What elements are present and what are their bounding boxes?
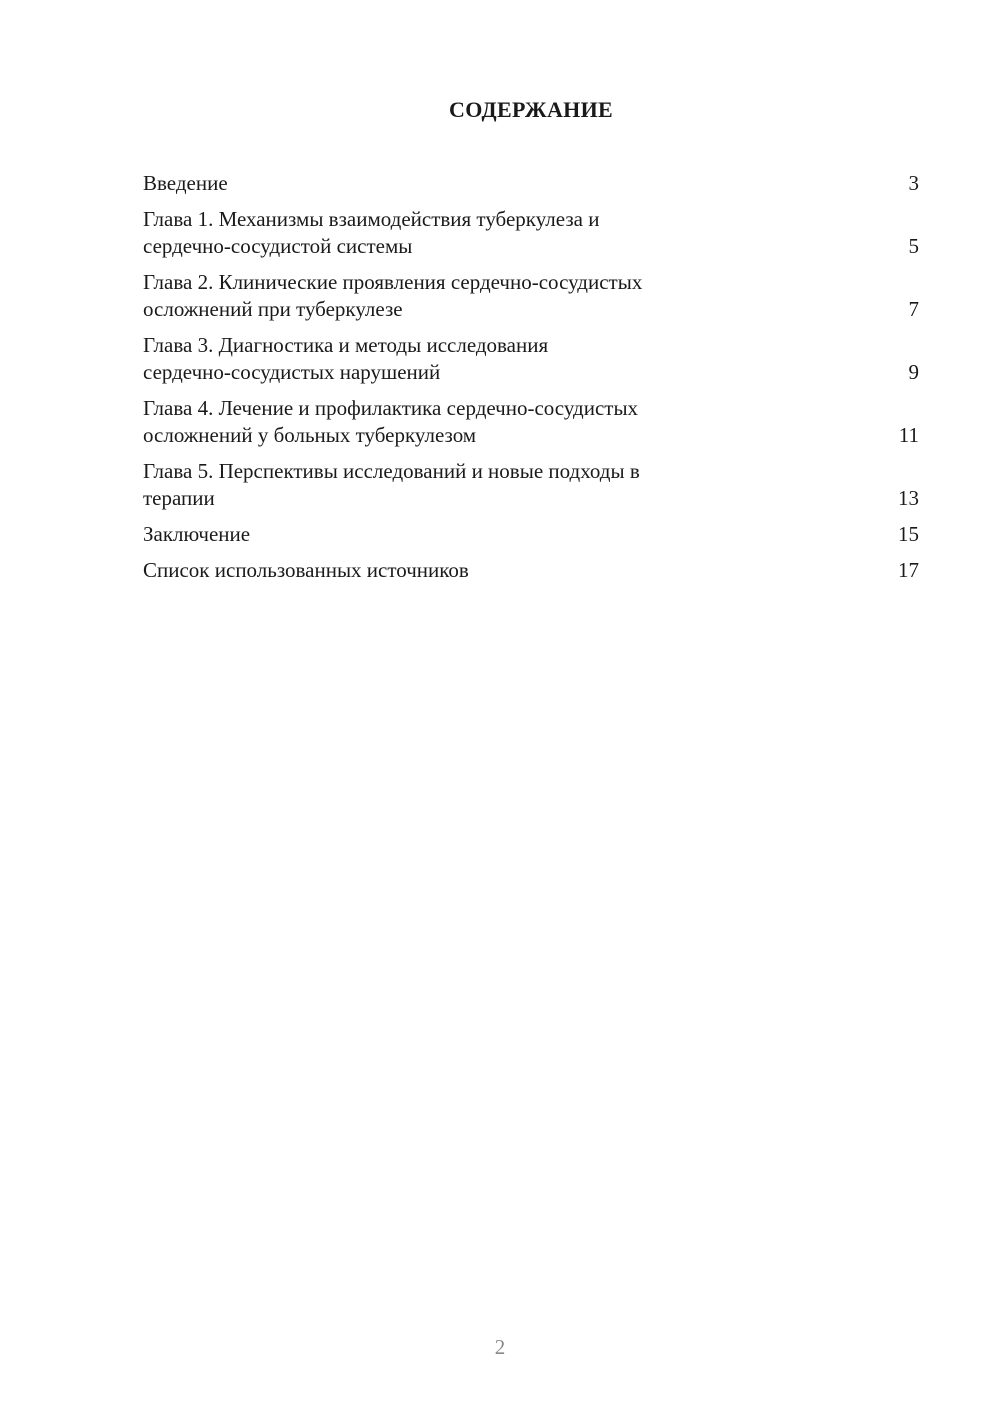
toc-entry-label: Список использованных источников [143,558,469,582]
toc-entry-label: Глава 4. Лечение и профилактика сердечно-сосудистых осложнений у больных туберкулезом [143,396,639,447]
toc-entry-page: 5 [908,234,919,258]
toc-entry-references [143,557,919,584]
toc-entry-label: Глава 3. Диагностика и методы исследования сердечно-сосудистых нарушений [143,333,549,384]
toc-title: СОДЕРЖАНИЕ [449,97,613,122]
table-of-contents [143,170,919,593]
toc-entry-page: 17 [898,558,919,582]
toc-entry-page: 9 [908,360,919,384]
toc-entry-page: 13 [898,486,919,510]
toc-entry-chapter-5 [143,458,919,512]
toc-entry-page: 3 [908,171,919,195]
toc-entry-label: Глава 2. Клинические проявления сердечно-сосудистых осложнений при туберкулезе [143,270,643,321]
toc-entry-chapter-4 [143,395,919,449]
page-number: 2 [494,1335,506,1359]
toc-entry-page: 7 [908,297,919,321]
toc-entry-label: Глава 5. Перспективы исследований и новые подходы в терапии [143,459,640,510]
toc-entry-page: 11 [898,423,919,447]
toc-entry-chapter-3 [143,332,919,386]
toc-entry-label: Введение [143,171,228,195]
toc-entry-conclusion [143,521,919,548]
toc-entry-page: 15 [898,522,919,546]
toc-entry-label: Заключение [143,522,251,546]
toc-entry-introduction [143,170,919,197]
toc-entry-chapter-2 [143,269,919,323]
toc-entry-chapter-1 [143,206,919,260]
toc-entry-label: Глава 1. Механизмы взаимодействия туберкулеза и сердечно-сосудистой системы [143,207,600,258]
